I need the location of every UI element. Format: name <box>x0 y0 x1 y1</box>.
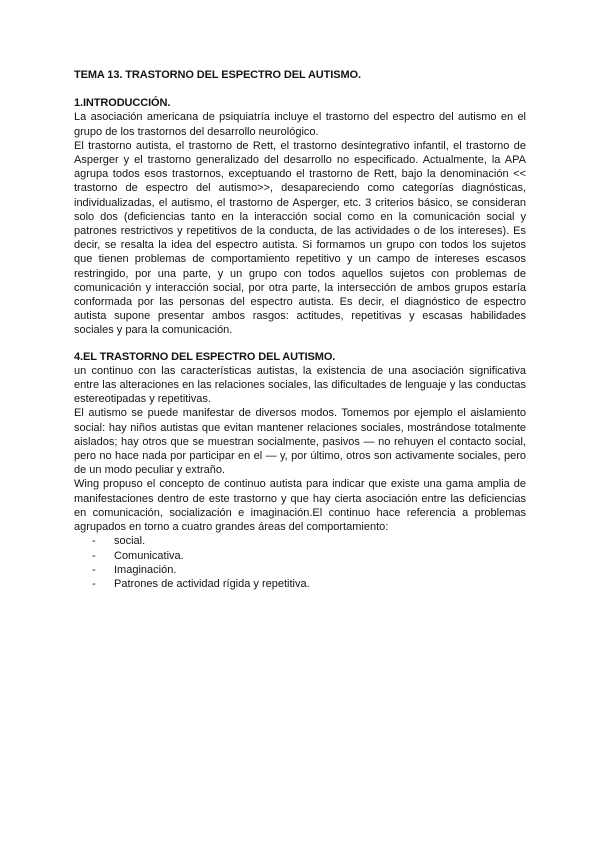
document-page <box>74 68 526 591</box>
list-item-text: Patrones de actividad rígida y repetitiva. <box>114 577 310 590</box>
section-spacer <box>74 338 526 350</box>
paragraph: un continuo con las características autistas, la existencia de una asociación significativa entre las alteraciones en las relaciones sociales, las dificultades de lenguaje y las conductas estereotipadas y repetitivas. <box>74 364 526 406</box>
list-item <box>92 563 526 577</box>
section-heading: 4.EL TRASTORNO DEL ESPECTRO DEL AUTISMO. <box>74 350 336 363</box>
paragraph: El autismo se puede manifestar de diversos modos. Tomemos por ejemplo el aislamiento social: hay niños autistas que evitan mantener relaciones sociales, mostrándose totalmente aislados; hay otros que se muestran socialmente, pasivos — no rehuyen el contacto social, pero no hace nada por participar en el — y, por último, otros son activamente sociales, pero de un modo peculiar y extraño. <box>74 407 526 477</box>
list-item-text: social. <box>114 535 146 548</box>
list-item <box>92 577 526 591</box>
section-heading: 1.INTRODUCCIÓN. <box>74 97 171 110</box>
behavior-areas-list <box>74 534 526 591</box>
section-introduccion <box>74 96 526 337</box>
list-item-text: Imaginación. <box>114 563 177 576</box>
list-item <box>92 534 526 548</box>
list-item-text: Comunicativa. <box>114 549 184 562</box>
dash-marker: - <box>92 535 96 548</box>
section-trastorno-espectro <box>74 350 526 591</box>
dash-marker: - <box>92 577 96 590</box>
dash-marker: - <box>92 563 96 576</box>
paragraph: El trastorno autista, el trastorno de Rett, el trastorno desintegrativo infantil, el trastorno de Asperger y el trastorno generalizado del desarrollo no especificado. Actualmente, la APA agrupa todos esos trastornos, exceptuando el trastorno de Rett, bajo la denominación << trastorno de espectro del autismo>>, desapareciendo como categorías diagnósticas, individualizadas, el autismo, el trastorno de Asperger, etc. 3 criterios básico, se consideran solo dos (deficiencias tanto en la interacción social como en la comunicación social y patrones restrictivos y repetitivos de la conducta, de las actividades o de los intereses). Es decir, se resalta la idea del espectro autista. Si formamos un grupo con todos los sujetos que tienen problemas de comportamiento repetitivo y un campo de intereses escasos restringido, por una parte, y un grupo con todos aquellos sujetos con problemas de comunicación y interacción social, por otra parte, la intersección de ambos grupos estaría conformada por las personas del espectro autista. Es decir, el diagnóstico de espectro autista supone presentar ambos rasgos: actitudes, repetitivas y escasas habilidades sociales y para la comunicación. <box>74 139 526 337</box>
paragraph: La asociación americana de psiquiatría incluye el trastorno del espectro del autismo en el grupo de los trastornos del desarrollo neurológico. <box>74 111 526 138</box>
dash-marker: - <box>92 549 96 562</box>
document-title: TEMA 13. TRASTORNO DEL ESPECTRO DEL AUTISMO. <box>74 69 361 81</box>
list-item <box>92 549 526 563</box>
paragraph: Wing propuso el concepto de continuo autista para indicar que existe una gama amplia de manifestaciones dentro de este trastorno y que hay cierta asociación entre las deficiencias en comunicación, socialización e imaginación.El continuo hace referencia a problemas agrupados en torno a cuatro grandes áreas del comportamiento: <box>74 478 526 534</box>
